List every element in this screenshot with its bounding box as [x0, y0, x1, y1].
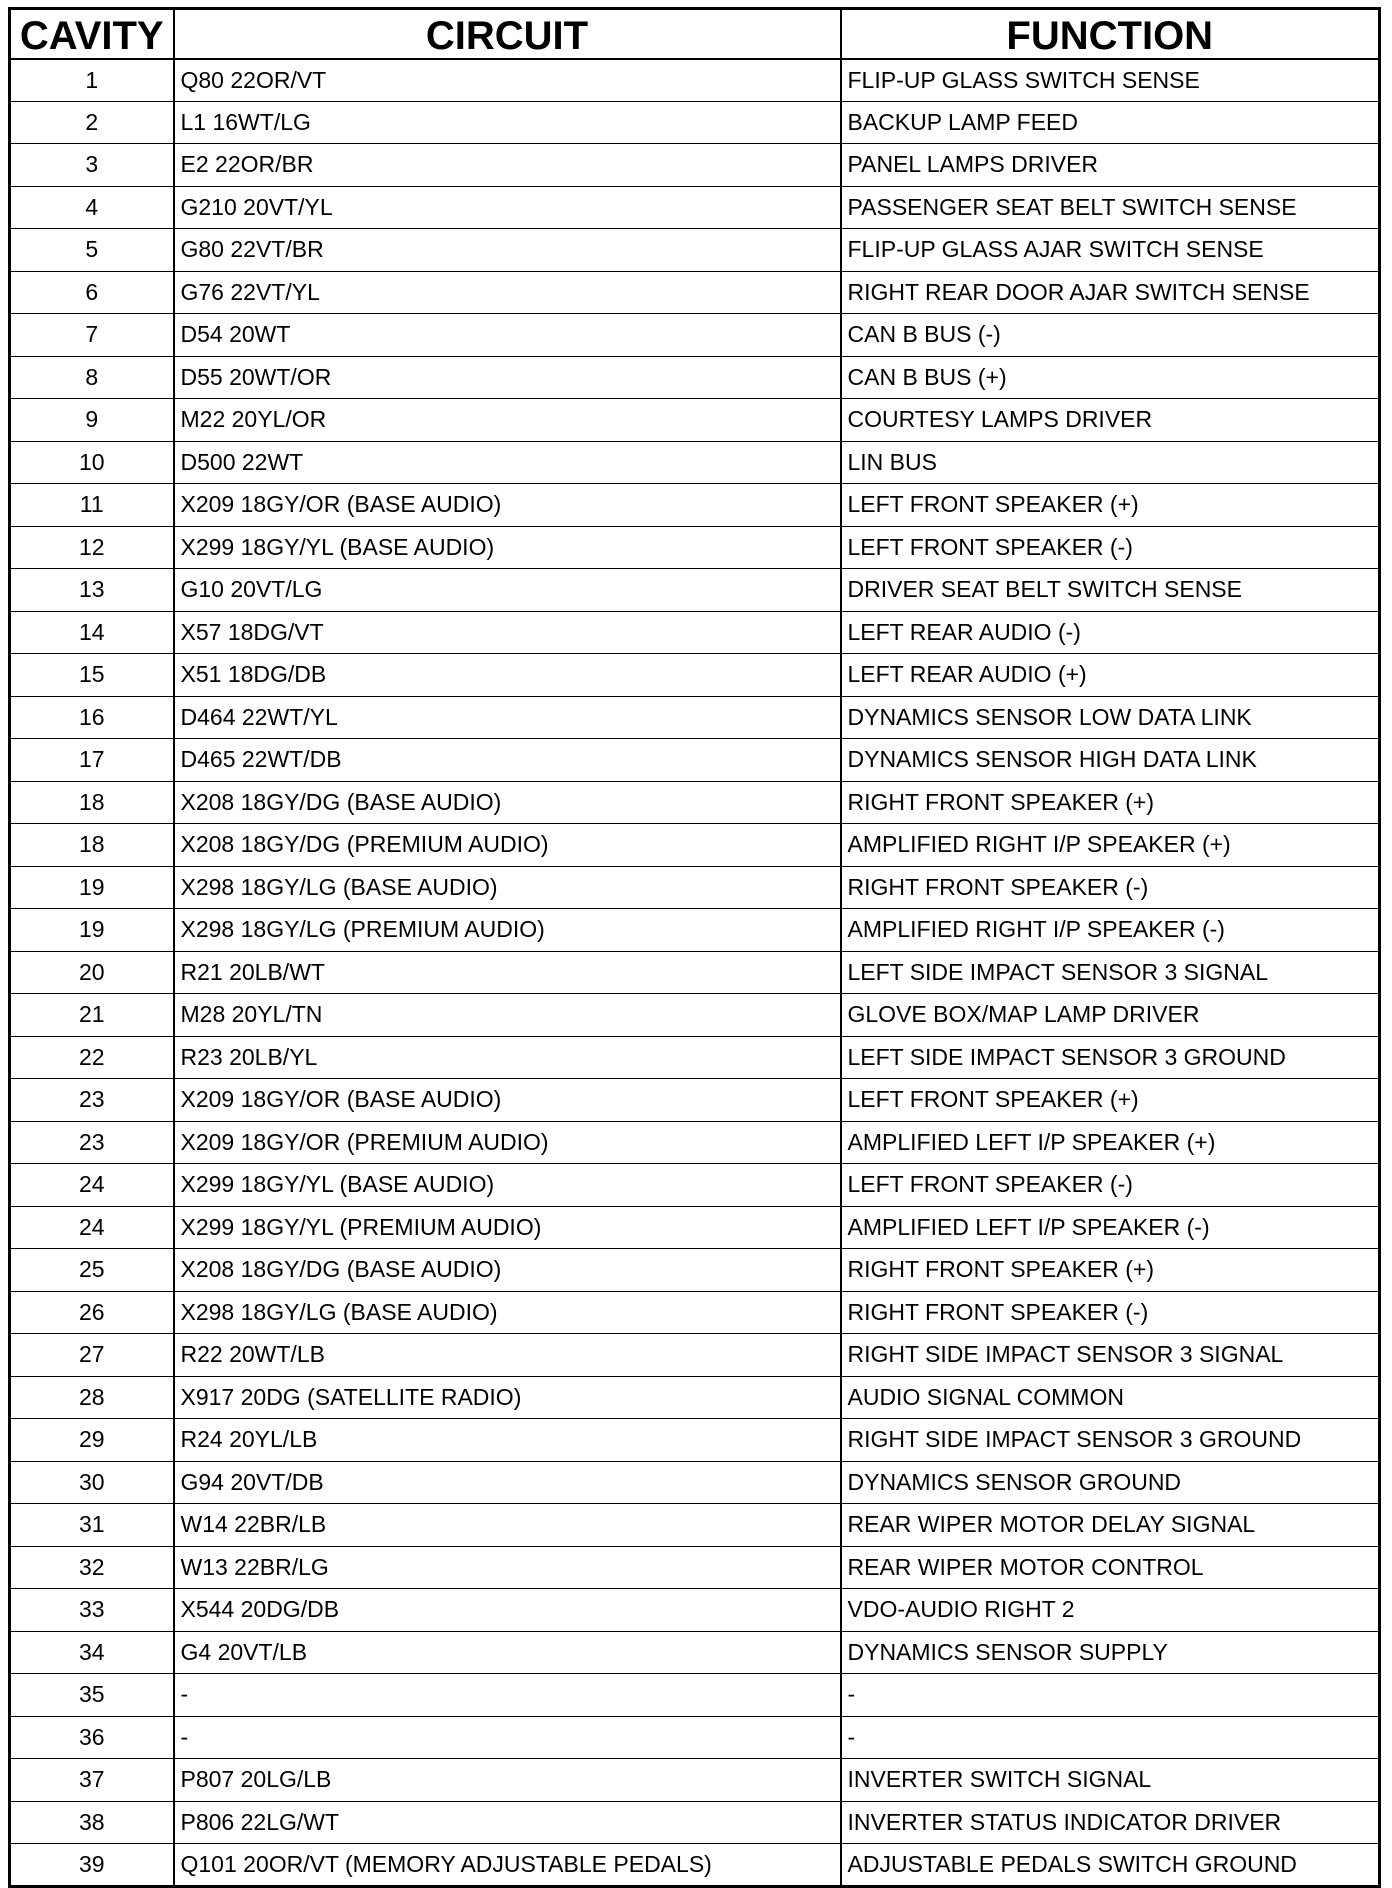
cavity-cell: 26 [10, 1291, 174, 1334]
function-cell: LEFT FRONT SPEAKER (-) [841, 526, 1380, 569]
cavity-cell: 9 [10, 399, 174, 442]
function-cell: RIGHT SIDE IMPACT SENSOR 3 GROUND [841, 1419, 1380, 1462]
function-cell: AMPLIFIED RIGHT I/P SPEAKER (-) [841, 909, 1380, 952]
cavity-cell: 11 [10, 484, 174, 527]
circuit-cell: G80 22VT/BR [174, 229, 841, 272]
circuit-cell: X917 20DG (SATELLITE RADIO) [174, 1376, 841, 1419]
circuit-cell: X298 18GY/LG (BASE AUDIO) [174, 1291, 841, 1334]
cavity-cell: 38 [10, 1801, 174, 1844]
circuit-cell: X208 18GY/DG (BASE AUDIO) [174, 1249, 841, 1292]
function-cell: CAN B BUS (+) [841, 356, 1380, 399]
function-cell: RIGHT SIDE IMPACT SENSOR 3 SIGNAL [841, 1334, 1380, 1377]
function-cell: RIGHT FRONT SPEAKER (+) [841, 1249, 1380, 1292]
cavity-cell: 7 [10, 314, 174, 357]
table-row [10, 909, 1380, 952]
function-cell: INVERTER SWITCH SIGNAL [841, 1759, 1380, 1802]
cavity-cell: 23 [10, 1079, 174, 1122]
function-cell: AUDIO SIGNAL COMMON [841, 1376, 1380, 1419]
cavity-header: CAVITY [10, 9, 174, 59]
table-row [10, 1036, 1380, 1079]
function-cell: DRIVER SEAT BELT SWITCH SENSE [841, 569, 1380, 612]
function-cell: CAN B BUS (-) [841, 314, 1380, 357]
circuit-cell: Q101 20OR/VT (MEMORY ADJUSTABLE PEDALS) [174, 1844, 841, 1887]
circuit-cell: R23 20LB/YL [174, 1036, 841, 1079]
cavity-cell: 35 [10, 1674, 174, 1717]
cavity-cell: 6 [10, 271, 174, 314]
circuit-cell: M28 20YL/TN [174, 994, 841, 1037]
circuit-cell: D55 20WT/OR [174, 356, 841, 399]
cavity-cell: 36 [10, 1716, 174, 1759]
table-body [10, 59, 1380, 1887]
table-row [10, 611, 1380, 654]
table-row [10, 994, 1380, 1037]
table-row [10, 144, 1380, 187]
circuit-cell: X298 18GY/LG (BASE AUDIO) [174, 866, 841, 909]
circuit-cell: G94 20VT/DB [174, 1461, 841, 1504]
table-row [10, 866, 1380, 909]
function-cell: AMPLIFIED LEFT I/P SPEAKER (+) [841, 1121, 1380, 1164]
table-row [10, 569, 1380, 612]
table-row [10, 654, 1380, 697]
cavity-cell: 1 [10, 59, 174, 102]
cavity-cell: 14 [10, 611, 174, 654]
table-row [10, 229, 1380, 272]
circuit-cell: L1 16WT/LG [174, 101, 841, 144]
table-row [10, 484, 1380, 527]
function-cell: - [841, 1716, 1380, 1759]
cavity-cell: 25 [10, 1249, 174, 1292]
cavity-cell: 31 [10, 1504, 174, 1547]
function-cell: DYNAMICS SENSOR LOW DATA LINK [841, 696, 1380, 739]
function-cell: VDO-AUDIO RIGHT 2 [841, 1589, 1380, 1632]
function-cell: BACKUP LAMP FEED [841, 101, 1380, 144]
function-cell: INVERTER STATUS INDICATOR DRIVER [841, 1801, 1380, 1844]
circuit-cell: W14 22BR/LB [174, 1504, 841, 1547]
cavity-cell: 18 [10, 781, 174, 824]
function-cell: PANEL LAMPS DRIVER [841, 144, 1380, 187]
table-row [10, 1249, 1380, 1292]
cavity-cell: 20 [10, 951, 174, 994]
cavity-cell: 24 [10, 1206, 174, 1249]
table-row [10, 314, 1380, 357]
table-row [10, 1589, 1380, 1632]
circuit-cell: X209 18GY/OR (BASE AUDIO) [174, 484, 841, 527]
function-header: FUNCTION [841, 9, 1380, 59]
function-cell: PASSENGER SEAT BELT SWITCH SENSE [841, 186, 1380, 229]
cavity-cell: 12 [10, 526, 174, 569]
circuit-cell: X299 18GY/YL (BASE AUDIO) [174, 1164, 841, 1207]
circuit-cell: D500 22WT [174, 441, 841, 484]
header-row [10, 9, 1380, 59]
function-cell: FLIP-UP GLASS SWITCH SENSE [841, 59, 1380, 102]
table-row [10, 1631, 1380, 1674]
table-row [10, 1376, 1380, 1419]
cavity-cell: 13 [10, 569, 174, 612]
function-cell: LEFT SIDE IMPACT SENSOR 3 SIGNAL [841, 951, 1380, 994]
cavity-cell: 19 [10, 909, 174, 952]
circuit-cell: X209 18GY/OR (BASE AUDIO) [174, 1079, 841, 1122]
circuit-cell: P806 22LG/WT [174, 1801, 841, 1844]
circuit-cell: D464 22WT/YL [174, 696, 841, 739]
function-cell: AMPLIFIED RIGHT I/P SPEAKER (+) [841, 824, 1380, 867]
function-cell: RIGHT REAR DOOR AJAR SWITCH SENSE [841, 271, 1380, 314]
circuit-cell: D54 20WT [174, 314, 841, 357]
circuit-cell: - [174, 1674, 841, 1717]
circuit-cell: M22 20YL/OR [174, 399, 841, 442]
table-row [10, 781, 1380, 824]
table-row [10, 1801, 1380, 1844]
circuit-cell: - [174, 1716, 841, 1759]
circuit-cell: P807 20LG/LB [174, 1759, 841, 1802]
table-row [10, 1546, 1380, 1589]
table-row [10, 1291, 1380, 1334]
cavity-cell: 24 [10, 1164, 174, 1207]
function-cell: - [841, 1674, 1380, 1717]
table-row [10, 1164, 1380, 1207]
function-cell: RIGHT FRONT SPEAKER (-) [841, 1291, 1380, 1334]
cavity-cell: 32 [10, 1546, 174, 1589]
table-row [10, 824, 1380, 867]
cavity-cell: 27 [10, 1334, 174, 1377]
function-cell: AMPLIFIED LEFT I/P SPEAKER (-) [841, 1206, 1380, 1249]
function-cell: RIGHT FRONT SPEAKER (+) [841, 781, 1380, 824]
table-row [10, 696, 1380, 739]
table-row [10, 1759, 1380, 1802]
table-row [10, 399, 1380, 442]
cavity-cell: 28 [10, 1376, 174, 1419]
function-cell: REAR WIPER MOTOR CONTROL [841, 1546, 1380, 1589]
table-row [10, 1419, 1380, 1462]
function-cell: LEFT REAR AUDIO (-) [841, 611, 1380, 654]
table-row [10, 1844, 1380, 1887]
circuit-cell: X208 18GY/DG (PREMIUM AUDIO) [174, 824, 841, 867]
cavity-cell: 37 [10, 1759, 174, 1802]
function-cell: LEFT SIDE IMPACT SENSOR 3 GROUND [841, 1036, 1380, 1079]
cavity-cell: 21 [10, 994, 174, 1037]
circuit-cell: W13 22BR/LG [174, 1546, 841, 1589]
table-row [10, 1716, 1380, 1759]
function-cell: ADJUSTABLE PEDALS SWITCH GROUND [847, 1850, 1297, 1877]
circuit-cell: X299 18GY/YL (PREMIUM AUDIO) [174, 1206, 841, 1249]
cavity-cell: 19 [10, 866, 174, 909]
function-cell: LIN BUS [841, 441, 1380, 484]
circuit-cell: G76 22VT/YL [174, 271, 841, 314]
circuit-cell: G210 20VT/YL [174, 186, 841, 229]
cavity-cell: 29 [10, 1419, 174, 1462]
circuit-cell: E2 22OR/BR [174, 144, 841, 187]
table-row [10, 1461, 1380, 1504]
cavity-cell: 4 [10, 186, 174, 229]
cavity-cell: 2 [10, 101, 174, 144]
function-cell: LEFT FRONT SPEAKER (+) [841, 484, 1380, 527]
cavity-cell: 17 [10, 739, 174, 782]
table-row [10, 739, 1380, 782]
table-row [10, 951, 1380, 994]
circuit-cell: X298 18GY/LG (PREMIUM AUDIO) [174, 909, 841, 952]
table-row [10, 186, 1380, 229]
table-row [10, 59, 1380, 102]
circuit-cell: R24 20YL/LB [174, 1419, 841, 1462]
cavity-cell: 16 [10, 696, 174, 739]
cavity-cell: 18 [10, 824, 174, 867]
table-row [10, 356, 1380, 399]
function-cell: REAR WIPER MOTOR DELAY SIGNAL [841, 1504, 1380, 1547]
function-cell: LEFT FRONT SPEAKER (-) [841, 1164, 1380, 1207]
cavity-cell: 22 [10, 1036, 174, 1079]
cavity-cell: 5 [10, 229, 174, 272]
circuit-cell: D465 22WT/DB [174, 739, 841, 782]
circuit-cell: Q80 22OR/VT [174, 59, 841, 102]
circuit-cell: G4 20VT/LB [174, 1631, 841, 1674]
table-row [10, 101, 1380, 144]
function-cell: DYNAMICS SENSOR GROUND [841, 1461, 1380, 1504]
table-row [10, 1504, 1380, 1547]
function-cell: GLOVE BOX/MAP LAMP DRIVER [841, 994, 1380, 1037]
table-row [10, 1334, 1380, 1377]
cavity-cell: 33 [10, 1589, 174, 1632]
circuit-header: CIRCUIT [174, 9, 841, 59]
table-row [10, 1079, 1380, 1122]
function-cell: COURTESY LAMPS DRIVER [841, 399, 1380, 442]
circuit-cell: X299 18GY/YL (BASE AUDIO) [174, 526, 841, 569]
cavity-cell: 10 [10, 441, 174, 484]
cavity-cell: 8 [10, 356, 174, 399]
connector-pinout-table [8, 7, 1381, 1888]
circuit-cell: X57 18DG/VT [174, 611, 841, 654]
circuit-cell: X51 18DG/DB [174, 654, 841, 697]
cavity-cell: 39 [10, 1844, 174, 1887]
cavity-cell: 34 [10, 1631, 174, 1674]
cavity-cell: 23 [10, 1121, 174, 1164]
circuit-cell: X208 18GY/DG (BASE AUDIO) [174, 781, 841, 824]
table-row [10, 271, 1380, 314]
table-row [10, 1206, 1380, 1249]
function-cell: RIGHT FRONT SPEAKER (-) [841, 866, 1380, 909]
circuit-cell: G10 20VT/LG [174, 569, 841, 612]
function-cell: DYNAMICS SENSOR SUPPLY [841, 1631, 1380, 1674]
cavity-cell: 3 [10, 144, 174, 187]
function-cell: LEFT REAR AUDIO (+) [841, 654, 1380, 697]
cavity-cell: 30 [10, 1461, 174, 1504]
circuit-cell: R21 20LB/WT [174, 951, 841, 994]
function-cell: DYNAMICS SENSOR HIGH DATA LINK [841, 739, 1380, 782]
table-row [10, 1674, 1380, 1717]
circuit-cell: X209 18GY/OR (PREMIUM AUDIO) [174, 1121, 841, 1164]
table-row [10, 441, 1380, 484]
table-row [10, 1121, 1380, 1164]
table-row [10, 526, 1380, 569]
cavity-cell: 15 [10, 654, 174, 697]
circuit-cell: R22 20WT/LB [174, 1334, 841, 1377]
circuit-cell: X544 20DG/DB [174, 1589, 841, 1632]
function-cell: LEFT FRONT SPEAKER (+) [841, 1079, 1380, 1122]
function-cell: FLIP-UP GLASS AJAR SWITCH SENSE [841, 229, 1380, 272]
